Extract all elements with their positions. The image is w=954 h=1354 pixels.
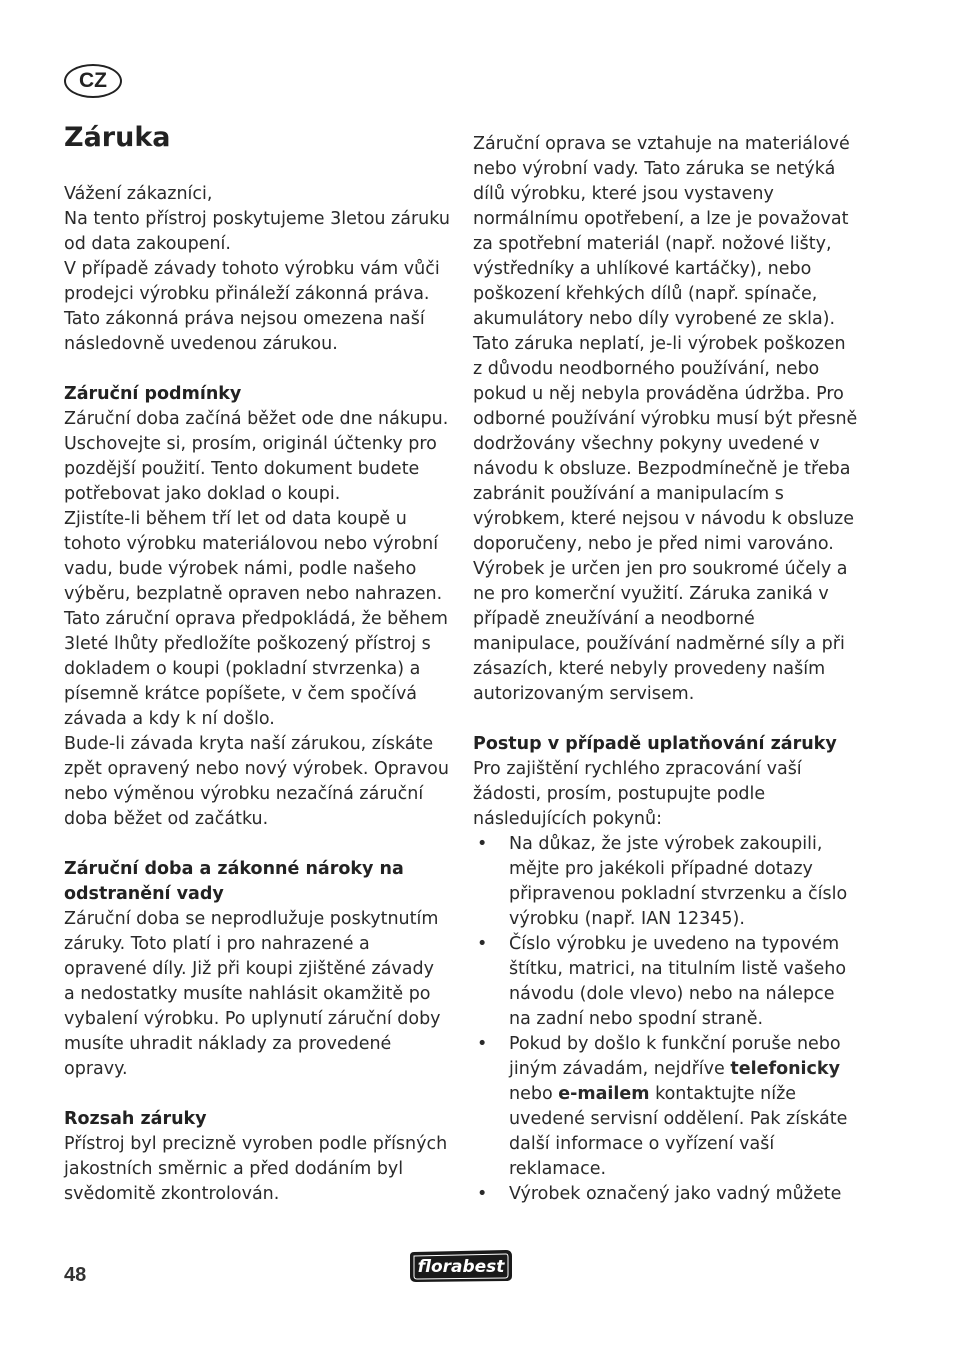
page-number: 48 [64,1264,87,1286]
emphasis-email: e-mailem [558,1084,650,1104]
right-column [473,132,859,1207]
list-item-text: kontaktujte níže uvedené servisní oddělení. Pak získáte další informace o vyřízení vaší reklamace. [509,1084,848,1179]
list-item-text: Na důkaz, že jste výrobek zakoupili, mějte pro jakékoli případné dotazy připravenou pokladní stvrzenku a číslo výrobku (např. IAN 12345). [509,834,848,929]
list-item-text: nebo [509,1084,559,1104]
period-paragraph: Záruční doba se neprodlužuje poskytnutím záruky. Toto platí i pro nahrazené a opravené díly. Již při koupi zjištěné závady a nedostatky musíte nahlásit okamžitě po vybalení výrobku. Po uplynutí záruční doby musíte uhradit náklady za provedené opravy. [64,909,441,1079]
intro-paragraph: V případě závady tohoto výrobku vám vůči prodejci výrobku přináleží zákonná práva. Tato zákonná práva nejsou omezena naší následovně uvedenou zárukou. [64,259,440,354]
conditions-paragraph: Bude-li závada kryta naší zárukou, získáte zpět opravený nebo nový výrobek. Opravou nebo výměnou výrobku nezačíná záruční doba běžet od začátku. [64,734,449,829]
intro-paragraph: Na tento přístroj poskytujeme 3letou záruku od data zakoupení. [64,209,450,254]
language-badge: CZ [64,64,122,98]
list-item-text: Pokud by došlo k funkční poruše nebo jiným závadám, nejdříve [509,1034,841,1079]
conditions-paragraph: Záruční doba začíná běžet ode dne nákupu. Uschovejte si, prosím, originál účtenky pro pozdější použití. Tento dokument budete potřebovat jako doklad o koupi. [64,409,449,504]
section-heading-scope: Rozsah záruky [64,1109,207,1129]
florabest-logo [406,1246,518,1286]
emphasis-phone: telefonicky [730,1059,840,1079]
scope-continued-paragraph: Záruční oprava se vztahuje na materiálové nebo výrobní vady. Tato záruka se netýká dílů výrobku, které jsou vystaveny normálnímu opotřebení, a lze je považovat za spotřební materiál (např. nožové lišty, výstředníky a uhlíkové kartáčky), nebo poškození křehkých dílů (např. spínače, akumulátory nebo díly vyrobené ze skla). Tato záruka neplatí, je-li výrobek poškozen z důvodu neodborného používání, nebo pokud u něj nebyla prováděna údržba. Pro odborné používání výrobku musí být přesně dodržovány všechny pokyny uvedené v návodu k obsluze. Bezpodmínečně je třeba zabránit používání a manipulacím s výrobkem, které nejsou v návodu k obsluze doporučeny, nebo je před nimi varováno. Výrobek je určen jen pro soukromé účely a ne pro komerční využití. Záruka zaniká v případě zneužívání a neodborné manipulace, používání nadměrné síly a při zásazích, které nebyly provedeny naším autorizovaným servisem. [473,134,858,704]
conditions-paragraph: Zjistíte-li během tří let od data koupě u tohoto výrobku materiálovou nebo výrobní vadu, bude výrobek námi, podle našeho výběru, bezplatně opraven nebo nahrazen. Tato záruční oprava předpokládá, že během 3leté lhůty předložíte poškozený přístroj s dokladem o koupi (pokladní stvrzenka) a písemně krátce popíšete, v čem spočívá závada a kdy k ní došlo. [64,509,448,729]
list-item [473,1032,859,1182]
svg-text:florabest: florabest [417,1257,505,1277]
section-heading-period: Záruční doba a zákonné nároky na odstranění vady [64,859,404,904]
section-heading-procedure: Postup v případě uplatňování záruky [473,734,837,754]
procedure-list [473,832,859,1207]
list-item [473,1182,859,1207]
page-title: Záruka [64,122,171,153]
greeting: Vážení zákazníci, [64,184,213,204]
list-item [473,832,859,932]
list-item [473,932,859,1032]
procedure-intro: Pro zajištění rychlého zpracování vaší žádosti, prosím, postupujte podle následujících pokynů: [473,759,802,829]
list-item-text: Výrobek označený jako vadný můžete [509,1184,842,1204]
section-heading-conditions: Záruční podmínky [64,384,242,404]
scope-paragraph: Přístroj byl precizně vyroben podle přísných jakostních směrnic a před dodáním byl svědomitě zkontrolován. [64,1134,448,1204]
list-item-text: Číslo výrobku je uvedeno na typovém štítku, matrici, na titulním listě vašeho návodu (dole vlevo) nebo na nálepce na zadní nebo spodní straně. [509,934,847,1029]
